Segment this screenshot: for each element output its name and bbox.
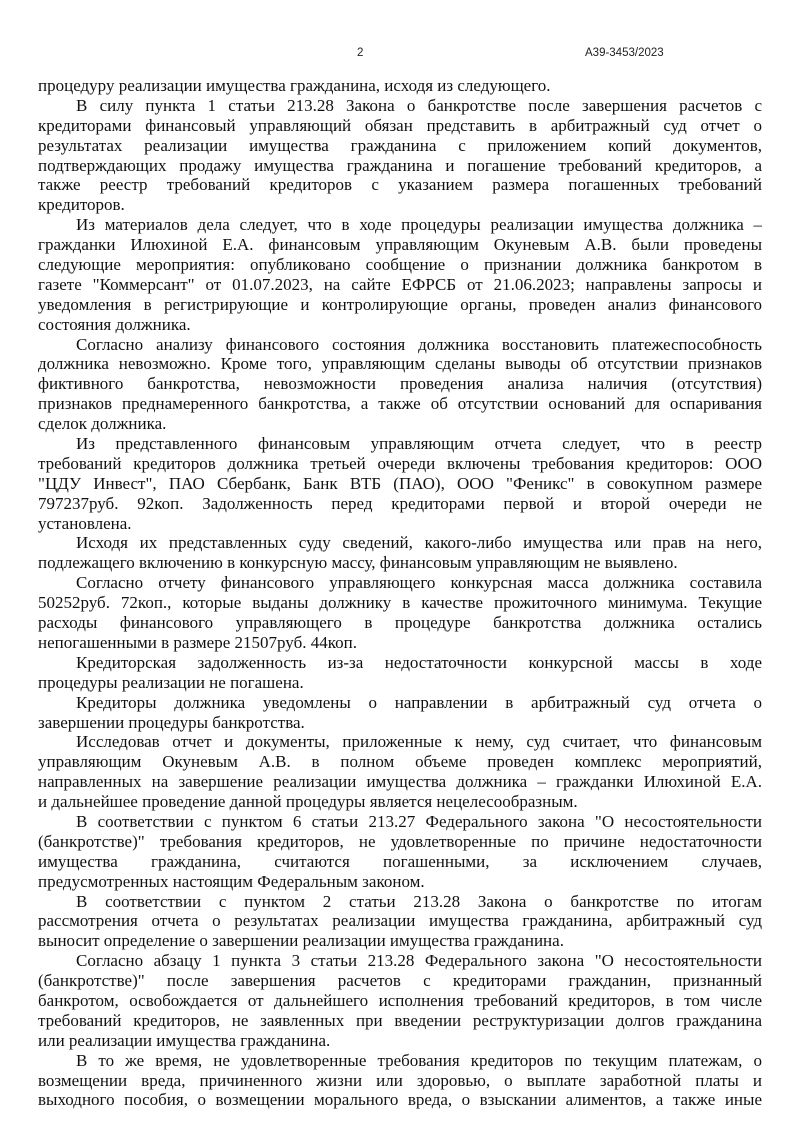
text-line: Из материалов дела следует, что в ходе процедуры реализации имущества должника –	[76, 215, 762, 235]
page-number: 2	[357, 47, 364, 59]
text-line: гражданки Илюхиной Е.А. финансовым управляющим Окуневым А.В. были проведены	[38, 235, 762, 255]
text-line: требований кредиторов должника третьей очереди включены требования кредиторов: ООО	[38, 453, 762, 473]
text-line: В то же время, не удовлетворенные требования кредиторов по текущим платежам, о	[76, 1050, 762, 1070]
text-line: также реестр требований кредиторов с указанием размера погашенных требований	[38, 175, 762, 195]
text-line: рассмотрения отчета о результатах реализации имущества гражданина, арбитражный суд	[38, 911, 762, 931]
text-line: Кредиторы должника уведомлены о направлении в арбитражный суд отчета о	[76, 692, 762, 712]
paragraph	[38, 335, 762, 434]
text-line: процедуру реализации имущества гражданина, исходя из следующего.	[38, 76, 551, 95]
text-line: Кредиторская задолженность из-за недостаточности конкурсной массы в ходе	[76, 652, 762, 672]
text-line: расходы финансового управляющего в процедуре банкротства должника остались	[38, 613, 762, 633]
text-line: 50252руб. 72коп., которые выданы должнику в качестве прожиточного минимума. Текущие	[38, 593, 762, 613]
document-body	[38, 76, 762, 1110]
text-line: следующие мероприятия: опубликовано сообщение о признании должника банкротом в	[38, 255, 762, 275]
text-line: уведомления в регистрирующие и контролирующие органы, проведен анализ финансового	[38, 294, 762, 314]
paragraph	[38, 812, 762, 892]
text-line: Согласно анализу финансового состояния должника восстановить платежеспособность	[76, 334, 762, 354]
paragraph	[38, 573, 762, 653]
text-line: состояния должника.	[38, 314, 191, 334]
paragraph	[38, 653, 762, 693]
text-line: процедуры реализации не погашена.	[38, 672, 304, 692]
text-line: установлена.	[38, 513, 132, 533]
text-line: Из представленного финансовым управляющим отчета следует, что в реестр	[76, 434, 762, 454]
text-line: результатах реализации имущества гражданина с приложением копий документов,	[38, 135, 762, 155]
text-line: кредиторами финансовый управляющий обязан представить в арбитражный суд отчет о	[38, 115, 762, 135]
text-line: В соответствии с пунктом 6 статьи 213.27 Федерального закона "О несостоятельности	[76, 811, 762, 831]
text-line: требований кредиторов, не заявленных при введении реструктуризации долгов гражданина	[38, 1010, 762, 1030]
text-line: сделок должника.	[38, 414, 167, 434]
text-line: предусмотренных настоящим Федеральным законом.	[38, 871, 425, 891]
text-line: (банкротстве)" требования кредиторов, не удовлетворенные по причине недостаточности	[38, 831, 762, 851]
text-line: или реализации имущества гражданина.	[38, 1030, 331, 1050]
paragraph	[38, 1051, 762, 1111]
text-line: банкротом, освобождается от дальнейшего исполнения требований кредиторов, в том числе	[38, 990, 762, 1010]
text-line: (банкротстве)" после завершения расчетов с кредиторами гражданин, признанный	[38, 971, 762, 991]
paragraph	[38, 215, 762, 334]
paragraph	[38, 951, 762, 1050]
text-line: Исходя их представленных суду сведений, какого-либо имущества или прав на него,	[76, 533, 762, 553]
text-line: "ЦДУ Инвест", ПАО Сбербанк, Банк ВТБ (ПАО), ООО "Феникс" в совокупном размере	[38, 473, 762, 493]
text-line: должника невозможно. Кроме того, управляющим сделаны выводы об отсутствии признаков	[38, 354, 762, 374]
text-line: и дальнейшее проведение данной процедуры является нецелесообразным.	[38, 792, 578, 812]
text-line: управляющим Окуневым А.В. в полном объеме проведен комплекс мероприятий,	[38, 752, 762, 772]
text-line: подтверждающих продажу имущества гражданина и погашение требований кредиторов, а	[38, 155, 762, 175]
text-line: Исследовав отчет и документы, приложенные к нему, суд считает, что финансовым	[76, 732, 762, 752]
text-line: направленных на завершение реализации имущества должника – гражданки Илюхиной Е.А.	[38, 772, 762, 792]
text-line: выносит определение о завершении реализации имущества гражданина.	[38, 931, 564, 951]
text-line: возмещении вреда, причиненного жизни или здоровью, о выплате заработной платы и	[38, 1070, 762, 1090]
paragraph	[38, 76, 762, 96]
text-line: Согласно отчету финансового управляющего конкурсная масса должника составила	[76, 573, 762, 593]
text-line: завершении процедуры банкротства.	[38, 712, 305, 732]
paragraph	[38, 892, 762, 952]
paragraph	[38, 96, 762, 215]
text-line: признаков преднамеренного банкротства, а также об отсутствии оснований для оспаривания	[38, 394, 762, 414]
text-line: В силу пункта 1 статьи 213.28 Закона о банкротстве после завершения расчетов с	[76, 95, 762, 115]
text-line: 797237руб. 92коп. Задолженность перед кредиторами первой и второй очереди не	[38, 493, 762, 513]
paragraph	[38, 434, 762, 533]
paragraph	[38, 732, 762, 812]
paragraph	[38, 533, 762, 573]
text-line: В соответствии с пунктом 2 статьи 213.28 Закона о банкротстве по итогам	[76, 891, 762, 911]
text-line: выходного пособия, о возмещении морального вреда, о взыскании алиментов, а также иные	[38, 1090, 762, 1110]
text-line: имущества гражданина, считаются погашенными, за исключением случаев,	[38, 851, 762, 871]
text-line: газете "Коммерсант" от 01.07.2023, на сайте ЕФРСБ от 21.06.2023; направлены запросы и	[38, 274, 762, 294]
text-line: фиктивного банкротства, невозможности проведения анализа наличия (отсутствия)	[38, 374, 762, 394]
paragraph	[38, 693, 762, 733]
text-line: подлежащего включению в конкурсную массу, финансовым управляющим не выявлено.	[38, 553, 678, 573]
case-number: А39-3453/2023	[585, 47, 664, 59]
text-line: непогашенными в размере 21507руб. 44коп.	[38, 632, 357, 652]
text-line: кредиторов.	[38, 195, 125, 215]
text-line: Согласно абзацу 1 пункта 3 статьи 213.28 Федерального закона "О несостоятельности	[76, 951, 762, 971]
